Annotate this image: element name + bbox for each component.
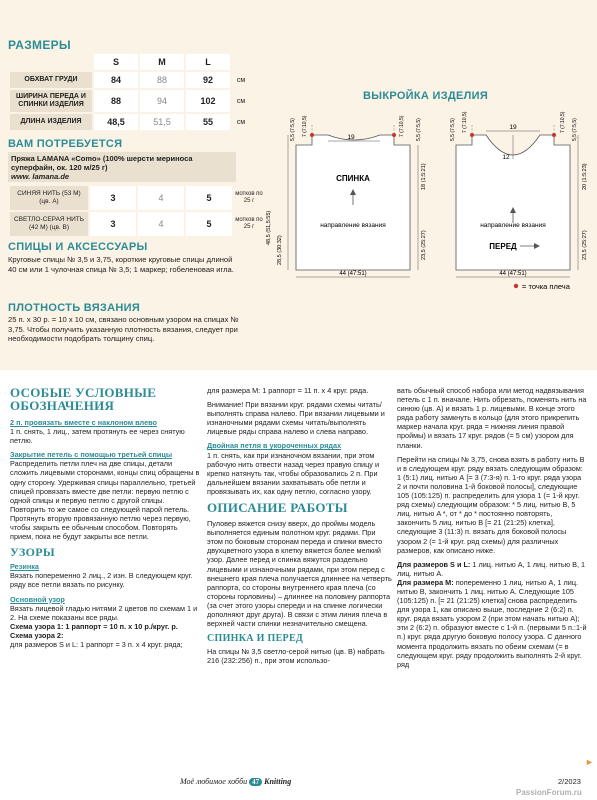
col2-desc-text: Пуловер вяжется снизу вверх, до проймы модель выполняется единым полотном круг. рядами. При этом по боковым сторонам переда и спинки вместо двухцветного узора в клетку вяжется более мелкий узор. Далее перед и спинка вяжутся раздельно лицевыми и изнаночными рядами, при этом перед с внешнего края плеча получается длиннее на четверть раппорта, со стороны внутреннего края плеча (со стороны горловины) – длиннее на половину раппорта (за счет этого узоры спереди и на спинке логически дополняют друг друга). В связи с этим линия плеча в верхней части спинки незначительно смещена. <box>207 519 392 629</box>
value-cell: 92 <box>186 72 230 88</box>
lower-length-dim: 28,5 (30:32) <box>277 235 283 265</box>
row-label: ШИРИНА ПЕРЕДА И СПИНКИ ИЗДЕЛИЯ <box>10 90 92 112</box>
shoulder-front-d: 5,5 (7:5,5) <box>572 118 578 141</box>
shoulder-back-d: 5,5 (7:5,5) <box>290 118 296 141</box>
side-front-dim: 23,5 (25:27) <box>582 230 588 260</box>
col1-scheme2-sl: для размеров S и L: 1 раппорт = 3 п. х 4 круг. ряда; <box>10 639 183 649</box>
front-direction: направление вязания <box>480 222 546 229</box>
col1-main-text: Вязать лицевой гладью нитями 2 цветов по схемам 1 и 2. На схеме показаны все ряды. <box>10 603 198 622</box>
needles-text: Круговые спицы № 3,5 и 3,75, короткие круговые спицы длиной 40 см или 1 чулочная спица № 3,5; 1 маркер; гобеленовая игла. <box>8 255 234 274</box>
value-cell: 3 <box>90 212 136 236</box>
col2-back-title: СПИНКА И ПЕРЕД <box>207 633 304 645</box>
total-length-dim: 48,5 (51,5:55) <box>266 210 272 245</box>
col3-m-title: Для размера М: <box>397 577 454 587</box>
needles-title: СПИЦЫ И АКСЕССУАРЫ <box>8 241 148 253</box>
col3-sl-title: Для размеров S и L: <box>397 559 471 569</box>
width-front-dim: 44 (47:51) <box>499 271 527 277</box>
shoulder-back-b: 5,5 (7:5,5) <box>416 118 422 141</box>
size-s-header: S <box>94 54 138 70</box>
footer-watermark: PassionForum.ru <box>516 788 582 797</box>
column-3 <box>397 386 587 669</box>
col2-double-title: Двойная петля в укороченных рядах <box>207 441 342 451</box>
sizes-title: РАЗМЕРЫ <box>8 38 71 52</box>
value-cell: 5 <box>186 186 232 210</box>
colors-table <box>8 184 266 238</box>
column-2 <box>207 386 393 665</box>
col1-scheme1: Схема узора 1: 1 раппорт = 10 п. х 10 р./круг. р. <box>10 621 178 631</box>
col2-attention: Внимание! При вязании круг. рядами схемы читать/выполнять справа налево. При вязании лицевыми и изнаночными рядами схемы читать/выполнять лицевые ряды справа налево и слева направо. <box>207 400 385 437</box>
shoulder-front-c: 7 (7:10,5) <box>560 111 566 133</box>
value-cell: 4 <box>138 186 184 210</box>
gauge-title: ПЛОТНОСТЬ ВЯЗАНИЯ <box>8 302 141 314</box>
front-label: ПЕРЕД <box>489 242 517 251</box>
yarn-box <box>8 152 236 182</box>
width-back-dim: 44 (47:51) <box>339 271 367 277</box>
gauge-text: 25 п. х 30 р. = 10 х 10 см, связано основным узором на спицах № 3,75. Чтобы получить указанную плотность вязания, следует при необходимости подобрать толщину спиц. <box>8 315 239 344</box>
col1-scheme2: Схема узора 2: <box>10 630 64 640</box>
col1-title: ОСОБЫЕ УСЛОВНЫЕ ОБОЗНАЧЕНИЯ <box>10 385 157 413</box>
shoulder-back-a: 7 (7:10,5) <box>399 115 405 137</box>
col3-p1: вать обычный способ набора или метод надвязывания петель с 1 п. вначале. Нить обрезать, поменять нить на синюю (цв. А) и вязать 1 р. лицевыми. В конце этого ряда работу замкнуть в кольцо (для этого прикрепить маркер начала круг. ряда = нижняя линия правой проймы) и вязать 17 круг. рядов (= 5 см) узором для планки. <box>397 386 587 450</box>
unit-cell: см <box>236 97 246 105</box>
neck-front-dim: 19 <box>509 124 517 131</box>
col3-p2: Перейти на спицы № 3,75, снова взять в работу нить В и в следующем круг. ряду вязать следующим образом: 1 (5:1) лиц. нитью А [= 3 (7:3-я) п. 1-го круг. ряда узора 2 и почти половина 1-й боковой полосы], следующие 105 (105:125) п. распределить для узора 1 (= 1-й круг. ряд схемы) следующим образом: * 5 лиц. нитью В, 5 лиц. нитью A *, от * до * постоянно повторять, закончить 5 лиц. нитью В [= 21 (21:25) клетка], следующие 3 (11:3) п. вязать для боковой полосы узором 2 (= 1-й круг. ряд схемы) для различных размеров, как описано ниже. <box>397 454 585 555</box>
armhole-front-dim: 20 (1:5:23) <box>582 163 588 190</box>
value-cell: 3 <box>90 186 136 210</box>
footer-page: 47 <box>249 778 262 786</box>
legend-dot <box>514 284 518 288</box>
unit-cell: мотков по 25 г <box>235 217 263 230</box>
shoulder-point <box>310 133 314 137</box>
column-1 <box>10 386 202 649</box>
value-cell: 102 <box>186 90 230 112</box>
unit-cell: см <box>236 118 246 126</box>
col1-s2-text: Распределить петли плеч на две спицы, детали сложить лицевыми сторонами, концы спиц обращены в одну сторону. Удерживая спицы параллельно, третьей спицей провязать вместе две петли: первую петлю с одной спицы и первую петлю с другой спицы. Повторить то же самое со следующей парой петель. Протянуть вторую провязанную петлю через первую, чтобы закрыть ее обычным способом. Повторять прием, пока не будут закрыты все петли. <box>10 459 200 542</box>
col2-desc-title: ОПИСАНИЕ РАБОТЫ <box>207 500 348 516</box>
row-label: ДЛИНА ИЗДЕЛИЯ <box>10 114 92 130</box>
shoulder-point <box>470 133 474 137</box>
col1-patterns-title: УЗОРЫ <box>10 545 55 560</box>
back-label: СПИНКА <box>336 174 370 183</box>
legend-text: = точка плеча <box>522 282 570 291</box>
value-cell: 4 <box>138 212 184 236</box>
side-back-dim: 23,5 (25:27) <box>421 230 427 260</box>
footer-magazine: Моё любимое хобби <box>180 777 248 786</box>
col1-s1-title: 2 п. провязать вместе с наклоном влево <box>10 418 157 427</box>
col2-back-text: На спицы № 3,5 светло-серой нитью (цв. В) набрать 216 (232:256) п., при этом использо- <box>207 647 385 666</box>
value-cell: 88 <box>94 90 138 112</box>
color-label: СИНЯЯ НИТЬ (53 M) (цв. А) <box>10 186 88 210</box>
col3-sl-text: 1 лиц. нитью А, 1 лиц. нитью В, 1 лиц. нитью А. <box>397 559 586 578</box>
neck-back-dim: 19 <box>347 134 355 141</box>
value-cell: 84 <box>94 72 138 88</box>
value-cell: 55 <box>186 114 230 130</box>
col2-double-text: 1 п. снять, как при изнаночном вязании, при этом рабочую нить отвести назад через правую спицу и крепко натянуть так, чтобы образовались 2 п. При дальнейшем вязании захватывать обе петли и провязывать их, как одну петлю, согласно узору. <box>207 450 380 496</box>
color-label: СВЕТЛО-СЕРАЯ НИТЬ (42 M) (цв. В) <box>10 212 88 236</box>
pattern-diagram <box>248 105 593 305</box>
shoulder-point <box>392 133 396 137</box>
yarn-site: www. lamana.de <box>11 172 70 181</box>
col1-main-title: Основной узор <box>10 594 65 604</box>
yarn-text: Пряжа LAMANA «Como» (100% шерсти мериноса суперфайн, ок. 120 м/25 г) <box>11 154 193 172</box>
value-cell: 51,5 <box>140 114 184 130</box>
col2-m-line: для размера М: 1 раппорт = 11 п. х 4 круг. ряда. <box>207 386 369 395</box>
col1-rib-title: Резинка <box>10 562 39 572</box>
size-l-header: L <box>186 54 230 70</box>
col1-rib-text: Вязать попеременно 2 лиц., 2 изн. В следующем круг. ряду все петли вязать по рисунку. <box>10 571 193 590</box>
armhole-back-dim: 18 (1:5:21) <box>421 163 427 190</box>
footer-section: Knitting <box>264 777 292 786</box>
unit-cell: см <box>236 76 246 84</box>
row-label: ОБХВАТ ГРУДИ <box>10 72 92 88</box>
shoulder-back-c: 7 (7:10,5) <box>302 115 308 137</box>
front-drop-dim: 12 <box>502 154 510 161</box>
shoulder-point <box>552 133 556 137</box>
value-cell: 5 <box>186 212 232 236</box>
back-direction: направление вязания <box>320 222 386 229</box>
col1-s1-text: 1 п. снять, 1 лиц., затем протянуть ее через снятую петлю. <box>10 427 185 446</box>
unit-cell: мотков по 25 г <box>235 191 263 204</box>
value-cell: 94 <box>140 90 184 112</box>
sizes-table <box>8 52 252 132</box>
value-cell: 88 <box>140 72 184 88</box>
value-cell: 48,5 <box>94 114 138 130</box>
size-m-header: M <box>140 54 184 70</box>
col3-m-text: попеременно 1 лиц. нитью А, 1 лиц. нитью В, закончить 1 лиц. нитью А. Следующие 105 (105:125) п. [= 21 (21:25) клетка] снова распределить для узора 1, как описано выше, последние 2 (6:2) п. круг. ряда вязать узором 2 (при этом начать нитью А); эти 2 (6:2) п. образуют вместе с 1-й п. (первыми 5 п.:1-й п.) круг. ряда другую боковую полосу узора. С данного момента продолжить вязать по обеим схемам (= в следующем круг. ряду продолжить выполнять 2-й круг. ряд <box>397 577 587 669</box>
pattern-title: ВЫКРОЙКА ИЗДЕЛИЯ <box>363 90 489 102</box>
continue-arrow-icon: ► <box>585 757 594 767</box>
shoulder-front-a: 7 (7:10,5) <box>462 111 468 133</box>
shoulder-front-b: 5,5 (7:5,5) <box>450 118 456 141</box>
needs-title: ВАМ ПОТРЕБУЕТСЯ <box>8 138 123 150</box>
col1-s2-title: Закрытие петель с помощью третьей спицы <box>10 450 173 460</box>
footer <box>0 775 597 800</box>
footer-issue: 2/2023 <box>558 777 581 786</box>
